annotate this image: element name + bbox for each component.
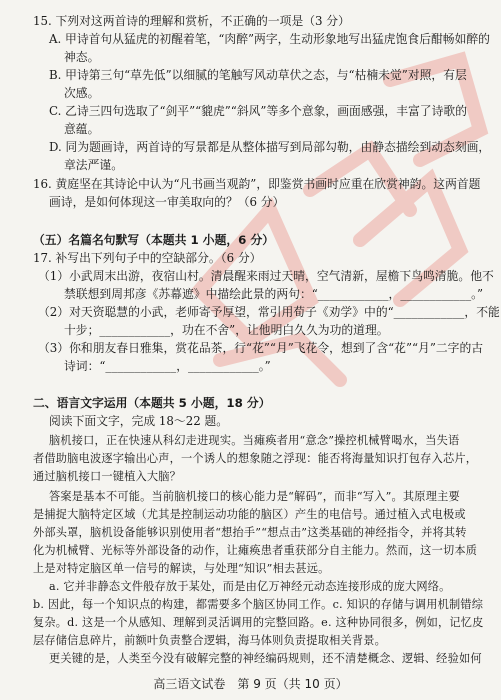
- q15-option-b-line2: 次感。: [64, 86, 100, 100]
- page-footer: 高三语文试卷 第 9 页（共 10 页）: [153, 677, 348, 691]
- q17-item2-line1: （2）对天资聪慧的小武，老师寄予厚望，常引用荀子《劝学》中的“____________，不能: [38, 305, 500, 319]
- q17-item1-line1: （1）小武周末出游，夜宿山村。清晨醒来雨过天晴，空气清新，屋檐下鸟鸣清脆。他不: [38, 269, 494, 283]
- passage-line-12: 层存储信息碎片，前额叶负责整合逻辑，海马体则负责提取相关背景。: [33, 634, 387, 647]
- passage-line-4: 答案是基本不可能。当前脑机接口的核心能力是“解码”，而非“写入”。其原理主要: [49, 490, 460, 503]
- q15-option-c-line2: 意蕴。: [64, 122, 100, 136]
- passage-line-1: 脑机接口，正在快速从科幻走进现实。当瘫痪者用“意念”操控机械臂喝水，当失语: [49, 434, 460, 447]
- passage-line-11: 复杂。d. 这是一个从感知、理解到灵活调用的完整回路。e. 这种协同很多，例如，记忆皮: [33, 616, 484, 629]
- passage-line-10: b. 因此，每一个知识点的构建，都需要多个脑区协同工作。c. 知识的存储与调用机制错综: [33, 598, 484, 611]
- q17-item3-line1: （3）你和朋友春日雅集，赏花品茶，行“花”“月”飞花令，想到了含“花”“月”二字的古: [38, 341, 484, 355]
- q15-option-c-line1: C. 乙诗三四句选取了“剑平”“貔虎”“斜风”等多个意象，画面感强，丰富了诗歌的: [49, 104, 467, 118]
- q15-option-a-line2: 神态。: [64, 50, 100, 64]
- section2-intro: 阅读下面文字，完成 18～22 题。: [49, 414, 229, 428]
- section5-heading: （五）名篇名句默写（本题共 1 小题，6 分）: [33, 233, 275, 247]
- passage-line-7: 化为机械臂、光标等外部设备的动作，让瘫痪患者重获部分自主能力。然而，这一切本质: [33, 544, 478, 557]
- passage-line-8: 上是对特定脑区单一信号的解读，与处理“知识”相去甚远。: [33, 562, 330, 575]
- q15-option-d-line1: D. 同为题画诗，两首诗的写景都是从整体描写到局部勾勒，由静态描绘到动态刻画，: [49, 140, 491, 154]
- q16-line2: 画诗，是如何体现这一审美取向的？（6 分）: [49, 195, 285, 209]
- q17-item2-line2: 十步；____________，功在不舍”，让他明白久久为功的道理。: [64, 323, 389, 337]
- q15-option-b-line1: B. 甲诗第三句“草先低”以细腻的笔触写风动草伏之态，与“枯楠未觉”对照，有层: [49, 68, 467, 82]
- q17-stem: 17. 补写出下列句子中的空缺部分。（6 分）: [33, 251, 262, 265]
- q17-item3-line2: 诗词：“____________，____________。”: [64, 359, 271, 373]
- q17-item1-line2: 禁联想到周邦彦《苏幕遮》中描绘此景的两句：“____________，____________。”: [64, 287, 484, 301]
- passage-line-9: a. 它并非静态文件般存放于某处，而是由亿万神经元动态连接形成的庞大网络。: [49, 580, 451, 593]
- q15-option-a-line1: A. 甲诗首句从猛虎的初醒着笔，“肉醉”两字，生动形象地写出猛虎饱食后酣畅如醉的: [49, 32, 490, 46]
- passage-line-13: 更关键的是，人类至今没有破解完整的神经编码规则，还不清楚概念、逻辑、经验如何: [49, 652, 482, 665]
- passage-line-2: 者借助脑电波逐字输出心声，一个诱人的想象随之浮现：能否将海量知识打包存入芯片，: [33, 452, 478, 465]
- passage-line-6: 外部头罩，脑机设备能够识别使用者“想抬手”“想点击”这类基础的神经指令，并将其转: [33, 526, 467, 539]
- section2-heading: 二、语言文字运用（本题共 5 小题，18 分）: [33, 396, 271, 410]
- passage-line-5: 是捕捉大脑特定区域（尤其是控制运动功能的脑区）产生的电信号。通过植入式电极或: [33, 508, 466, 521]
- q15-option-d-line2: 章法严谨。: [64, 158, 123, 172]
- passage-line-3: 通过脑机接口一键植入大脑？: [33, 470, 182, 483]
- q15-stem: 15. 下列对这两首诗的理解和赏析，不正确的一项是（3 分）: [33, 14, 350, 28]
- q16-line1: 16. 黄庭坚在其诗论中认为“凡书画当观韵”，即鉴赏书画时应重在欣赏神韵。这两首题: [33, 177, 481, 191]
